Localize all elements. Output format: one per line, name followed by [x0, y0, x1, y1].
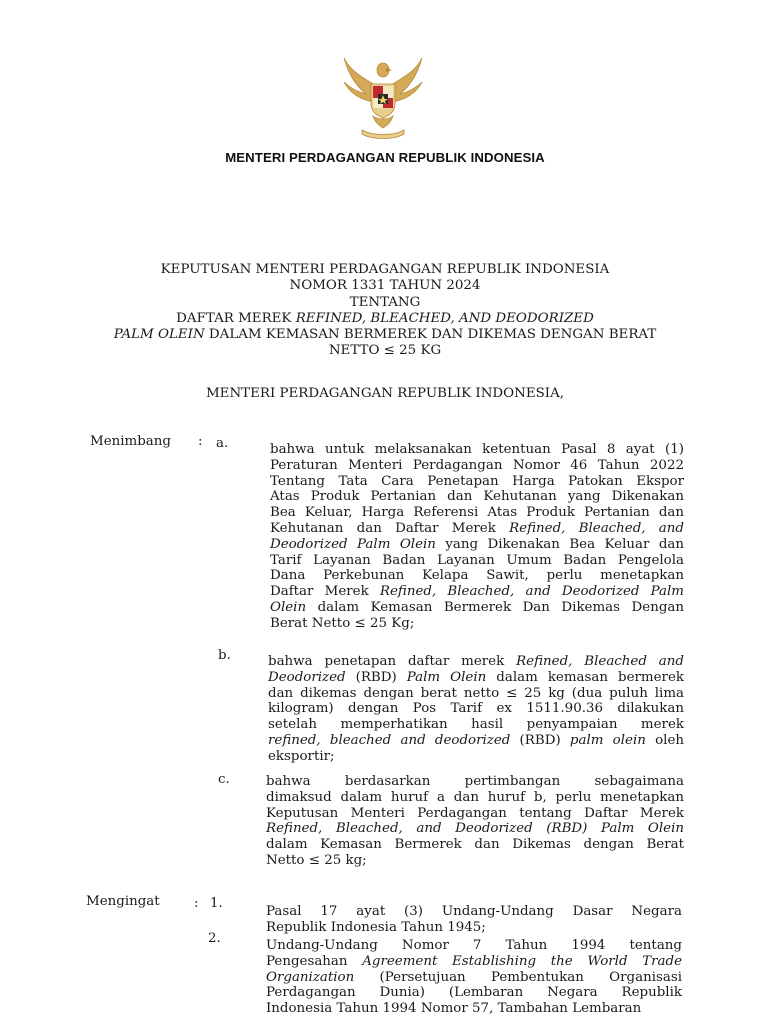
text-line: bahwa untuk melaksanakan ketentuan Pasal 8 ayat (1)	[270, 442, 684, 457]
text-line: Pasal 17 ayat (3) Undang-Undang Dasar Negara	[266, 904, 682, 919]
text-line: Pengesahan Agreement Establishing the World Trade	[266, 953, 682, 969]
text-line: Peraturan Menteri Perdagangan Nomor 46 Tahun 2022	[270, 457, 684, 473]
text-line: Tentang Tata Cara Penetapan Harga Patokan Ekspor	[270, 473, 684, 489]
text-line: dan dikemas dengan berat netto ≤ 25 kg (dua puluh lima	[268, 685, 684, 701]
text-line: Republik Indonesia Tahun 1945;	[266, 919, 486, 935]
menimbang-item-c	[266, 774, 684, 869]
text-line: Dana Perkebunan Kelapa Sawit, perlu menetapkan	[270, 568, 684, 584]
text-line: Atas Produk Pertanian dan Kehutanan yang Dikenakan	[270, 489, 684, 505]
text-line: kilogram) dengan Pos Tarif ex 1511.90.36 dilakukan	[268, 701, 684, 717]
text-line: bahwa berdasarkan pertimbangan sebagaimana	[266, 774, 684, 789]
text-line: Perdagangan Dunia) (Lembaran Negara Republik	[266, 985, 682, 1001]
text-line: Netto ≤ 25 kg;	[266, 852, 367, 868]
mengingat-item-1	[266, 904, 682, 936]
text-line: Tarif Layanan Badan Layanan Umum Badan Pengelola	[270, 552, 684, 568]
title-line-4: DAFTAR MEREK REFINED, BLEACHED, AND DEODORIZED	[176, 310, 594, 326]
title-line-6: NETTO ≤ 25 KG	[328, 343, 442, 359]
text-line: Indonesia Tahun 1994 Nomor 57, Tambahan Lembaran	[266, 1001, 642, 1017]
text-line: Undang-Undang Nomor 7 Tahun 1994 tentang	[266, 938, 682, 953]
title-line-3: TENTANG	[349, 294, 421, 310]
garuda-emblem-icon	[338, 50, 428, 140]
text-line: bahwa penetapan daftar merek Refined, Bleached and	[268, 654, 684, 669]
text-line: Kehutanan dan Daftar Merek Refined, Bleached, and	[270, 520, 684, 536]
mengingat-colon: :	[194, 896, 199, 911]
mengingat-marker-1: 1.	[210, 896, 223, 911]
menimbang-marker-b: b.	[218, 648, 231, 663]
menimbang-marker-c: c.	[218, 772, 230, 787]
text-line: Berat Netto ≤ 25 Kg;	[270, 615, 415, 631]
text-line: dalam Kemasan Bermerek dan Dikemas dengan Berat	[266, 837, 684, 853]
menimbang-item-b	[268, 654, 684, 765]
text-line: Organization (Persetujuan Pembentukan Organisasi	[266, 969, 682, 985]
text-line: Deodorized (RBD) Palm Olein dalam kemasan bermerek	[268, 669, 684, 685]
mengingat-label: Mengingat	[86, 894, 160, 909]
title-line-1: KEPUTUSAN MENTERI PERDAGANGAN REPUBLIK INDONESIA	[160, 262, 610, 277]
text-line: Refined, Bleached, and Deodorized (RBD) Palm Olein	[266, 821, 684, 837]
text-line: Deodorized Palm Olein yang Dikenakan Bea Keluar dan	[270, 536, 684, 552]
menimbang-item-a	[270, 442, 684, 632]
text-line: setelah memperhatikan hasil penyampaian merek	[268, 717, 684, 733]
text-line: Keputusan Menteri Perdagangan tentang Daftar Merek	[266, 805, 684, 821]
menimbang-label: Menimbang	[90, 434, 171, 449]
text-line: refined, bleached and deodorized (RBD) palm olein oleh	[268, 732, 684, 748]
text-line: Bea Keluar, Harga Referensi Atas Produk Pertanian dan	[270, 505, 684, 521]
title-line-5: PALM OLEIN DALAM KEMASAN BERMEREK DAN DIKEMAS DENGAN BERAT	[113, 327, 657, 343]
menimbang-colon: :	[198, 434, 203, 449]
decree-title	[60, 262, 710, 360]
mengingat-item-2	[266, 938, 682, 1017]
text-line: dimaksud dalam huruf a dan huruf b, perlu menetapkan	[266, 789, 684, 805]
ministry-header: MENTERI PERDAGANGAN REPUBLIK INDONESIA	[225, 150, 545, 165]
title-line-2: NOMOR 1331 TAHUN 2024	[289, 278, 481, 294]
text-line: Olein dalam Kemasan Bermerek Dan Dikemas Dengan	[270, 599, 684, 615]
text-line: eksportir;	[268, 748, 335, 764]
text-line: Daftar Merek Refined, Bleached, and Deodorized Palm	[270, 584, 684, 600]
minister-line: MENTERI PERDAGANGAN REPUBLIK INDONESIA,	[205, 386, 565, 401]
menimbang-marker-a: a.	[216, 436, 229, 451]
mengingat-marker-2: 2.	[208, 931, 221, 946]
